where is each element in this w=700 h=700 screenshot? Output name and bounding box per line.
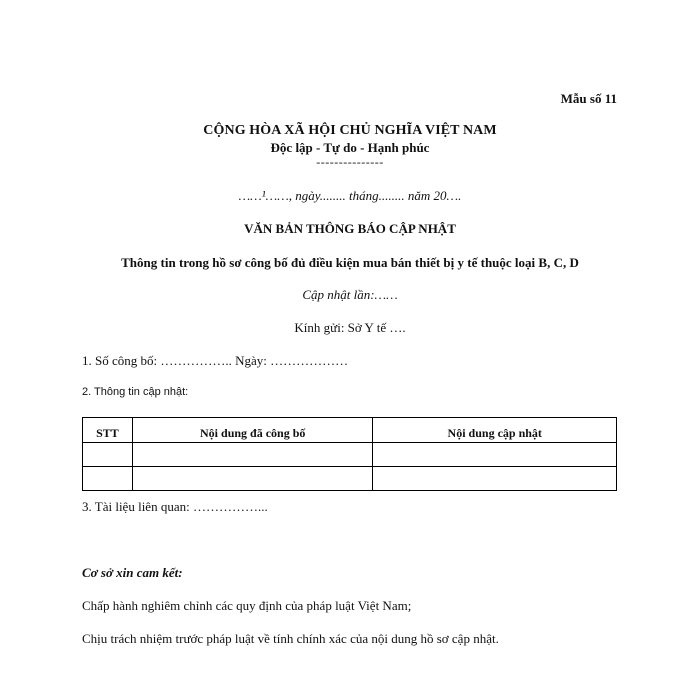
update-table — [82, 417, 617, 491]
document-title: VĂN BẢN THÔNG BÁO CẬP NHẬT — [244, 221, 456, 236]
form-number: Mẫu số 11 — [560, 91, 617, 106]
place-date-line: ……¹……, ngày........ tháng........ năm 20…. — [238, 188, 462, 203]
header-divider: --------------- — [316, 155, 384, 169]
commitment-heading: Cơ sở xin cam kết: — [82, 565, 183, 580]
national-motto: Độc lập - Tự do - Hạnh phúc — [270, 140, 430, 155]
column-header-stt: STT — [83, 418, 133, 443]
table-row — [83, 443, 617, 467]
announcement-number-line: 1. Số công bố: …………….. Ngày: ……………… — [82, 353, 349, 368]
document-subtitle: Thông tin trong hồ sơ công bố đủ điều kiện mua bán thiết bị y tế thuộc loại B, C, D — [121, 255, 579, 270]
table-cell — [132, 443, 373, 467]
table-header-row — [83, 418, 617, 443]
related-documents-line: 3. Tài liệu liên quan: ……………... — [82, 499, 268, 514]
column-header-updated-content: Nội dung cập nhật — [373, 418, 617, 443]
commitment-line-2: Chịu trách nhiệm trước pháp luật về tính chính xác của nội dung hồ sơ cập nhật. — [82, 631, 499, 646]
table-row — [83, 467, 617, 491]
update-info-heading: 2. Thông tin cập nhật: — [82, 386, 189, 398]
table-cell — [83, 443, 133, 467]
table-cell — [132, 467, 373, 491]
table-cell — [373, 443, 617, 467]
update-times: Cập nhật lần:…… — [302, 287, 398, 302]
table-cell — [373, 467, 617, 491]
table-cell — [83, 467, 133, 491]
recipient: Kính gửi: Sở Y tế …. — [294, 320, 406, 335]
national-title: CỘNG HÒA XÃ HỘI CHỦ NGHĨA VIỆT NAM — [203, 123, 497, 138]
commitment-line-1: Chấp hành nghiêm chỉnh các quy định của pháp luật Việt Nam; — [82, 598, 412, 613]
column-header-published-content: Nội dung đã công bố — [132, 418, 373, 443]
